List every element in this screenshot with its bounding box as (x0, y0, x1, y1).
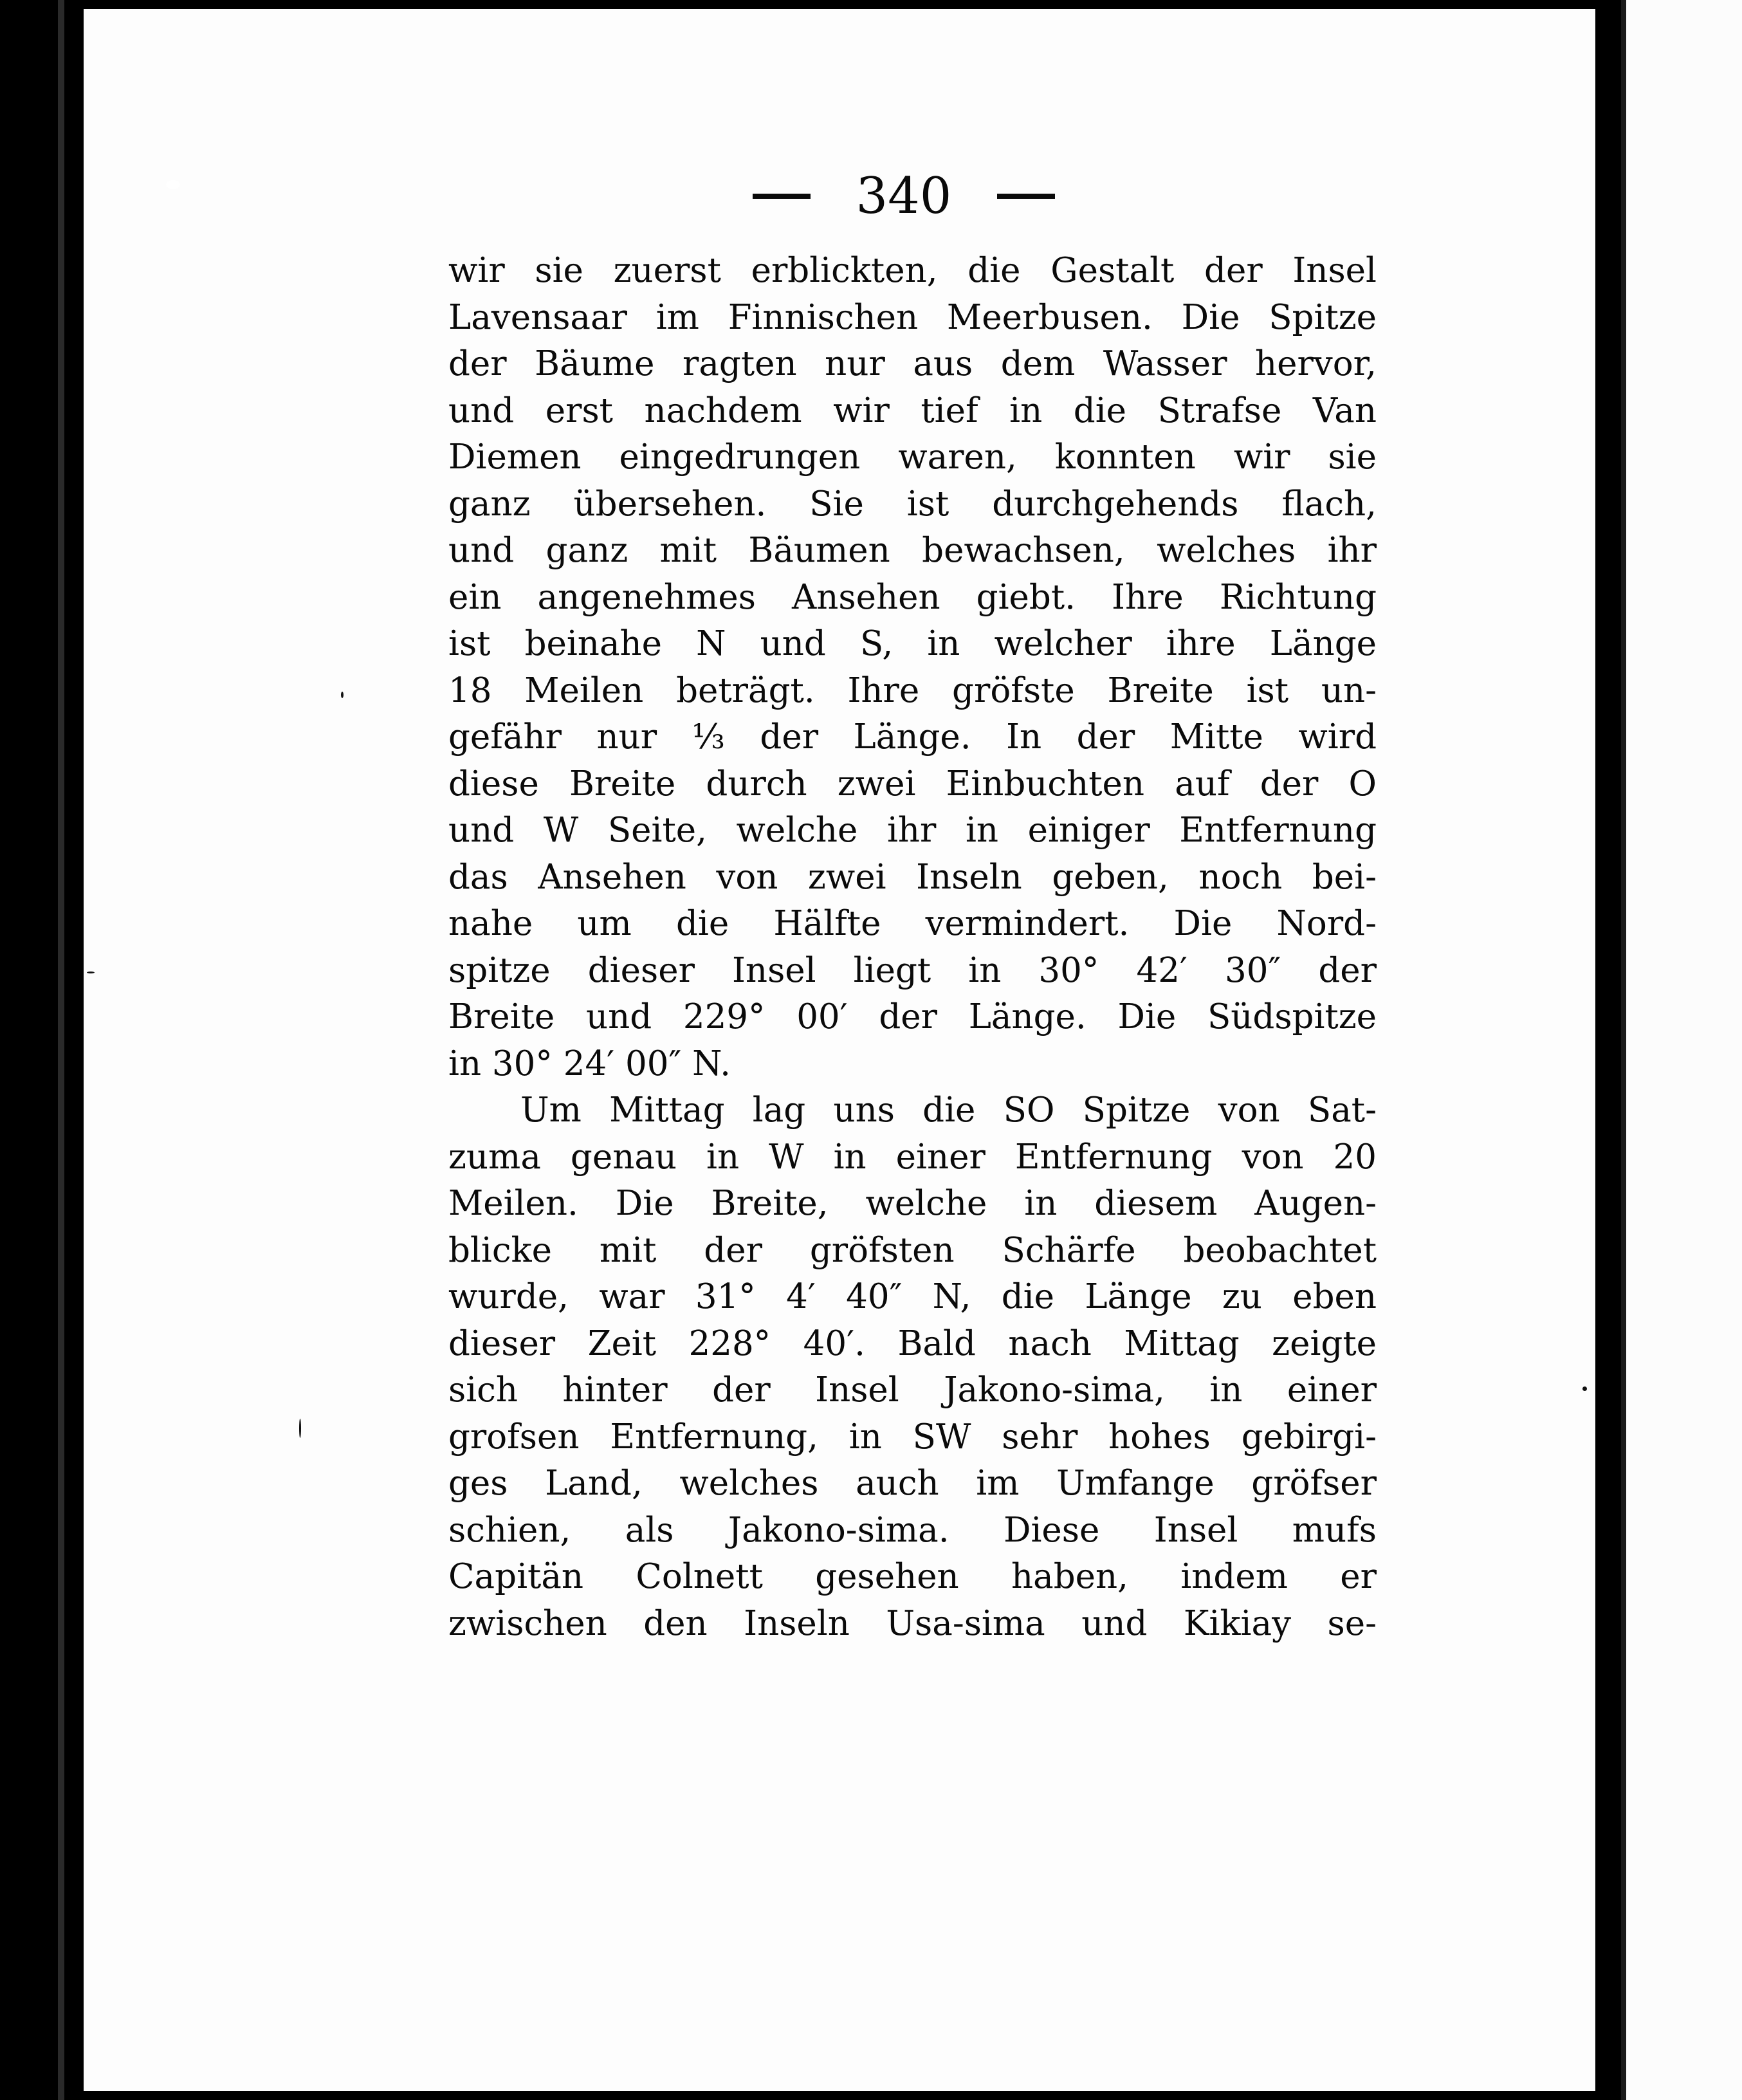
text-line-paragraph-start: Um Mittag lag uns die SO Spitze von Sat- (520, 1091, 1377, 1130)
text-line: der Bäume ragten nur aus dem Wasser hervor, (448, 344, 1377, 383)
text-line: Diemen eingedrungen waren, konnten wir sie (448, 438, 1377, 477)
next-page-edge (1621, 0, 1742, 2100)
text-line: gefähr nur ⅓ der Länge. In der Mitte wird (448, 717, 1377, 757)
text-line: dieser Zeit 228° 40′. Bald nach Mittag zeigte (448, 1323, 1377, 1363)
next-page-shadow (1621, 0, 1626, 2100)
text-line: Lavensaar im Finnischen Meerbusen. Die Spitze (448, 297, 1377, 337)
page-number: 340 (856, 167, 952, 225)
text-line: Breite und 229° 00′ der Länge. Die Südspitze (448, 997, 1377, 1036)
binding-edge (58, 0, 64, 2100)
speck (87, 972, 95, 973)
text-line: zuma genau in W in einer Entfernung von 20 (448, 1137, 1377, 1177)
text-line-paragraph-end: in 30° 24′ 00″ N. (448, 1044, 731, 1083)
text-line: diese Breite durch zwei Einbuchten auf der O (448, 764, 1377, 804)
text-line: und ganz mit Bäumen bewachsen, welches ihr (448, 531, 1377, 570)
text-line: grofsen Entfernung, in SW sehr hohes gebirgi- (448, 1417, 1377, 1457)
text-line: und erst nachdem wir tief in die Strafse Van (448, 391, 1377, 430)
text-line: wir sie zuerst erblickten, die Gestalt der Insel (448, 251, 1377, 290)
speck (166, 180, 180, 189)
header-dash-right (997, 194, 1055, 199)
text-line: Meilen. Die Breite, welche in diesem Augen- (448, 1184, 1377, 1223)
body-text (448, 248, 1377, 1647)
text-line: blicke mit der gröfsten Schärfe beobachtet (448, 1230, 1377, 1270)
text-line: das Ansehen von zwei Inseln geben, noch bei- (448, 857, 1377, 897)
text-line: und W Seite, welche ihr in einiger Entfernung (448, 811, 1377, 850)
speck (299, 1419, 301, 1438)
text-line: schien, als Jakono-sima. Diese Insel mufs (448, 1510, 1377, 1550)
text-line: zwischen den Inseln Usa-sima und Kikiay se- (448, 1603, 1377, 1643)
page-header (753, 164, 1055, 228)
text-line: wurde, war 31° 4′ 40″ N, die Länge zu eben (448, 1277, 1377, 1316)
page-edge-shadow (1595, 0, 1621, 2100)
text-line: ges Land, welches auch im Umfange gröfser (448, 1464, 1377, 1503)
text-line: ein angenehmes Ansehen giebt. Ihre Richtung (448, 577, 1377, 617)
text-line: Capitän Colnett gesehen haben, indem er (448, 1557, 1377, 1596)
speck (1582, 1386, 1587, 1391)
header-dash-left (753, 194, 811, 199)
speck (341, 692, 344, 698)
text-line: nahe um die Hälfte vermindert. Die Nord- (448, 904, 1377, 943)
text-line: ist beinahe N und S, in welcher ihre Länge (448, 624, 1377, 663)
text-line: ganz übersehen. Sie ist durchgehends flach, (448, 484, 1377, 524)
text-line: 18 Meilen beträgt. Ihre gröfste Breite ist un- (448, 670, 1377, 710)
text-line: sich hinter der Insel Jakono-sima, in einer (448, 1370, 1377, 1410)
text-line: spitze dieser Insel liegt in 30° 42′ 30″ der (448, 950, 1377, 990)
